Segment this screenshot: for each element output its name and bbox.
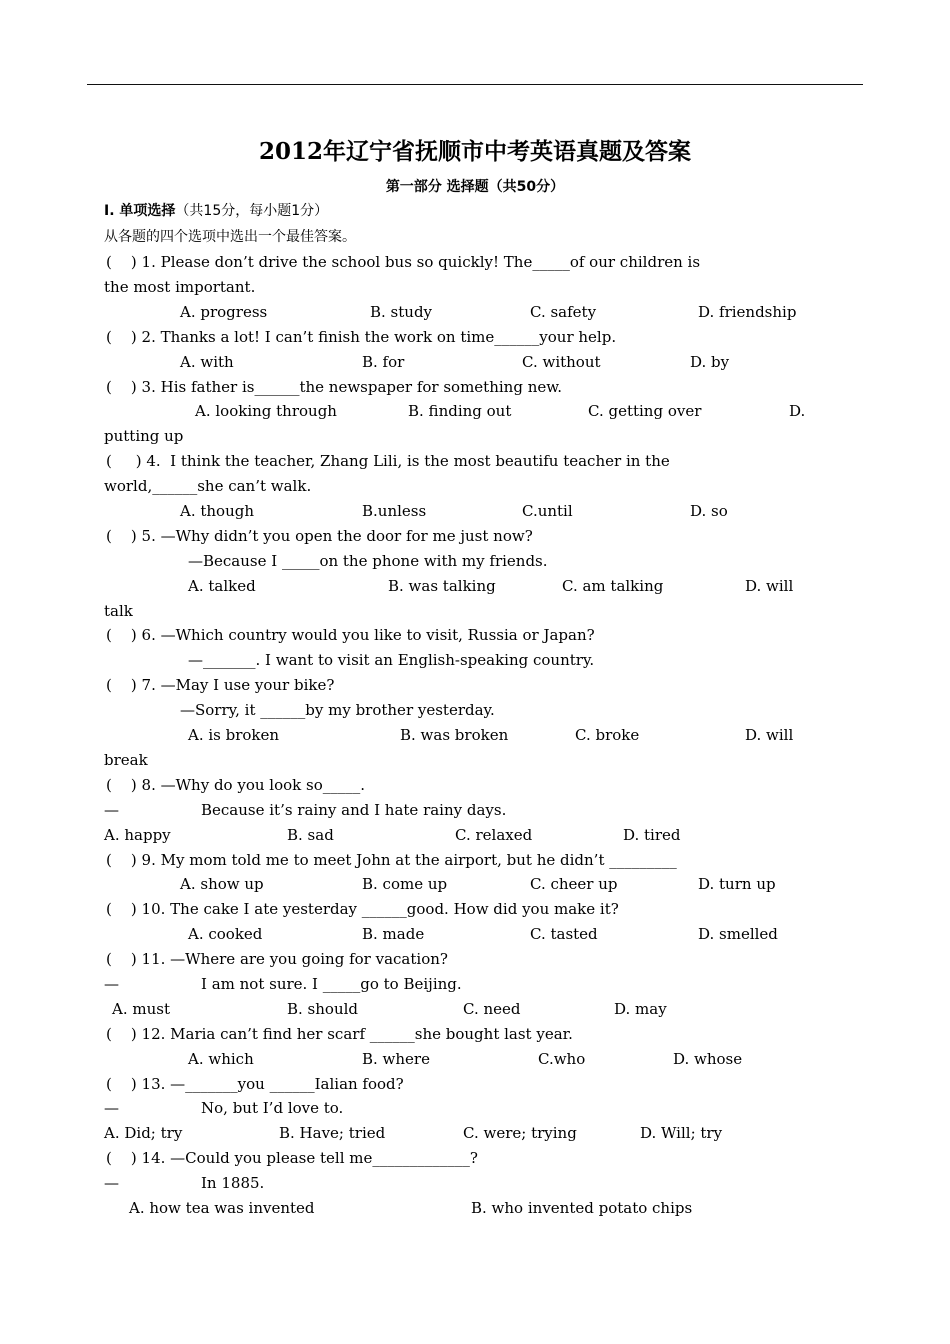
q13-option-d: D. Will; try bbox=[640, 1124, 723, 1142]
q10-option-d: D. smelled bbox=[698, 925, 778, 943]
question-8: ( ) 8. —Why do you look so_____. bbox=[106, 776, 365, 794]
q5-option-d-label: D. will bbox=[745, 577, 794, 595]
q2-option-b: B. for bbox=[362, 353, 405, 371]
question-14: ( ) 14. —Could you please tell me_____________? bbox=[106, 1149, 478, 1167]
q4-option-d: D. so bbox=[690, 502, 728, 520]
question-4: ( ) 4. I think the teacher, Zhang Lili, is the most beautifu teacher in the bbox=[106, 452, 670, 470]
q9-option-c: C. cheer up bbox=[530, 875, 618, 893]
q11-option-d: D. may bbox=[614, 1000, 667, 1018]
q8-option-c: C. relaxed bbox=[455, 826, 533, 844]
q1-option-b: B. study bbox=[370, 303, 433, 321]
question-1-cont: the most important. bbox=[104, 278, 256, 296]
q10-option-a: A. cooked bbox=[188, 925, 263, 943]
q5-option-a: A. talked bbox=[188, 577, 256, 595]
q12-option-c: C.who bbox=[538, 1050, 586, 1068]
question-3: ( ) 3. His father is______the newspaper for something new. bbox=[106, 378, 563, 396]
q7-option-d-label: D. will bbox=[745, 726, 794, 744]
q3-option-c: C. getting over bbox=[588, 402, 702, 420]
question-8-reply: Because it’s rainy and I hate rainy days. bbox=[201, 801, 507, 819]
q12-option-d: D. whose bbox=[673, 1050, 743, 1068]
q11-option-c: C. need bbox=[463, 1000, 521, 1018]
q1-option-c: C. safety bbox=[530, 303, 597, 321]
q10-option-c: C. tasted bbox=[530, 925, 598, 943]
q5-option-d: talk bbox=[104, 602, 133, 620]
question-7-reply: —Sorry, it ______by my brother yesterday. bbox=[180, 701, 495, 719]
q7-option-a: A. is broken bbox=[188, 726, 280, 744]
question-13: ( ) 13. —_______you ______Ialian food? bbox=[106, 1075, 404, 1093]
question-1: ( ) 1. Please don’t drive the school bus so quickly! The_____of our children is bbox=[106, 253, 701, 271]
question-12: ( ) 12. Maria can’t find her scarf ______she bought last year. bbox=[106, 1025, 573, 1043]
question-9: ( ) 9. My mom told me to meet John at the airport, but he didn’t _________ bbox=[106, 851, 677, 869]
q5-option-c: C. am talking bbox=[562, 577, 664, 595]
q4-option-b: B.unless bbox=[362, 502, 427, 520]
question-6: ( ) 6. —Which country would you like to visit, Russia or Japan? bbox=[106, 626, 595, 644]
question-7: ( ) 7. —May I use your bike? bbox=[106, 676, 335, 694]
q2-option-a: A. with bbox=[180, 353, 234, 371]
q9-option-a: A. show up bbox=[180, 875, 264, 893]
q9-option-d: D. turn up bbox=[698, 875, 776, 893]
q12-option-a: A. which bbox=[188, 1050, 254, 1068]
q4-option-a: A. though bbox=[180, 502, 255, 520]
question-11: ( ) 11. —Where are you going for vacation? bbox=[106, 950, 448, 968]
question-13-dash: — bbox=[104, 1099, 119, 1117]
question-13-reply: No, but I’d love to. bbox=[201, 1099, 344, 1117]
q1-option-a: A. progress bbox=[180, 303, 268, 321]
q11-option-b: B. should bbox=[287, 1000, 359, 1018]
question-8-dash: — bbox=[104, 801, 119, 819]
q14-option-b: B. who invented potato chips bbox=[471, 1199, 693, 1217]
part-heading: 第一部分 选择题（共50分） bbox=[385, 179, 565, 195]
q10-option-b: B. made bbox=[362, 925, 425, 943]
section-heading bbox=[104, 201, 328, 221]
question-14-reply: In 1885. bbox=[201, 1174, 265, 1192]
q7-option-d: break bbox=[104, 751, 148, 769]
document-title: 2012年辽宁省抚顺市中考英语真题及答案 bbox=[258, 138, 691, 165]
q3-option-b: B. finding out bbox=[408, 402, 512, 420]
q14-option-a: A. how tea was invented bbox=[129, 1199, 315, 1217]
question-6-reply: —_______. I want to visit an English-speaking country. bbox=[188, 651, 595, 669]
question-5: ( ) 5. —Why didn’t you open the door for me just now? bbox=[106, 527, 533, 545]
q7-option-c: C. broke bbox=[575, 726, 640, 744]
section-name: 单项选择 bbox=[119, 203, 176, 219]
q13-option-c: C. were; trying bbox=[463, 1124, 577, 1142]
q11-option-a: A. must bbox=[112, 1000, 170, 1018]
q1-option-d: D. friendship bbox=[698, 303, 797, 321]
q12-option-b: B. where bbox=[362, 1050, 430, 1068]
question-4-cont: world,______she can’t walk. bbox=[104, 477, 312, 495]
instruction-text: 从各题的四个选项中选出一个最佳答案。 bbox=[104, 229, 356, 245]
q13-option-b: B. Have; tried bbox=[279, 1124, 386, 1142]
question-11-reply: I am not sure. I _____go to Beijing. bbox=[201, 975, 462, 993]
q3-option-a: A. looking through bbox=[195, 402, 337, 420]
q2-option-c: C. without bbox=[522, 353, 601, 371]
section-number: Ⅰ. bbox=[104, 203, 115, 219]
q7-option-b: B. was broken bbox=[400, 726, 509, 744]
question-11-dash: — bbox=[104, 975, 119, 993]
question-2: ( ) 2. Thanks a lot! I can’t finish the work on time______your help. bbox=[106, 328, 617, 346]
q8-option-b: B. sad bbox=[287, 826, 334, 844]
q8-option-d: D. tired bbox=[623, 826, 681, 844]
q2-option-d: D. by bbox=[690, 353, 730, 371]
section-note: （共15分，每小题1分） bbox=[175, 203, 329, 219]
q8-option-a: A. happy bbox=[104, 826, 171, 844]
q9-option-b: B. come up bbox=[362, 875, 448, 893]
question-14-dash: — bbox=[104, 1174, 119, 1192]
q4-option-c: C.until bbox=[522, 502, 573, 520]
question-5-reply: —Because I _____on the phone with my friends. bbox=[188, 552, 548, 570]
q13-option-a: A. Did; try bbox=[104, 1124, 183, 1142]
q3-option-d: putting up bbox=[104, 427, 184, 445]
q5-option-b: B. was talking bbox=[388, 577, 496, 595]
header-rule bbox=[87, 84, 863, 85]
question-10: ( ) 10. The cake I ate yesterday ______good. How did you make it? bbox=[106, 900, 619, 918]
q3-option-d-label: D. bbox=[789, 402, 806, 420]
